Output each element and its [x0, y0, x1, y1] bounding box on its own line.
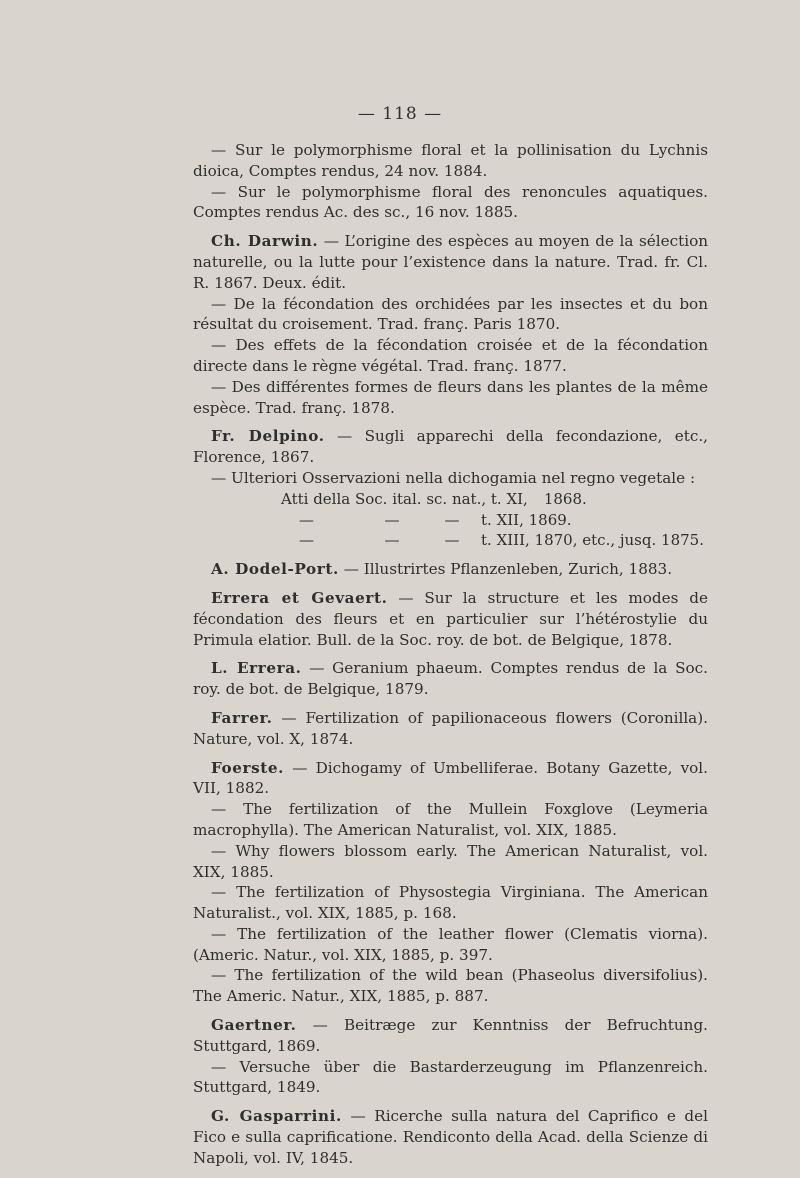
entry-text: — Sur le polymorphisme floral et la pollinisation du Lychnis dioica, Comptes rendus, 24 nov. 1884.: [193, 141, 708, 180]
entry-text: — L’origine des espèces au moyen de la sélection naturelle, ou la lutte pour l’existence dans la nature. Trad. fr. Cl. R. 1867. Deux. édit.: [193, 232, 708, 292]
bib-entry: [193, 799, 708, 841]
entry-text: — The fertilization of Physostegia Virginiana. The American Naturalist., vol. XIX, 1885, p. 168.: [193, 883, 708, 923]
entry-text: — Sugli apparechi della fecondazione, etc., Florence, 1867.: [193, 427, 708, 467]
table-cell: —: [384, 531, 400, 550]
entry-author: Gaertner.: [211, 1016, 297, 1035]
table-row: [281, 510, 708, 531]
entry-text: — Ricerche sulla natura del Caprifico e del Fico e sulla caprificatione. Rendiconto della Acad. della Scienze di Napoli, vol. IV, 1845.: [193, 1107, 708, 1167]
entry-author: Ch. Darwin.: [211, 232, 319, 251]
entry-author: Farrer.: [211, 708, 273, 727]
bib-entry: [193, 588, 708, 650]
entry-text: — Sur la structure et les modes de fécondation des fleurs et en particulier sur l’hétérostylie du Primula elatior. Bull. de la Soc. roy. de bot. de Belgique, 1878.: [193, 588, 709, 649]
entry-text: — Fertilization of papilionaceous flowers (Coronilla). Nature, vol. X, 1874.: [193, 708, 708, 748]
entry-author: L. Errera.: [211, 659, 302, 678]
table-cell: 1868.: [543, 489, 587, 508]
entry-text: — Dichogamy of Umbelliferae. Botany Gazette, vol. VII, 1882.: [193, 758, 708, 798]
table-cell: t. XIII, 1870, etc., jusq. 1875.: [481, 531, 704, 550]
entry-author: G. Gasparrini.: [211, 1107, 342, 1126]
bib-entry: [193, 140, 708, 182]
bib-entry: [193, 1057, 708, 1099]
bib-entry: [193, 377, 708, 419]
entry-text: — Versuche über die Bastarderzeugung im Pflanzenreich. Stuttgard, 1849.: [193, 1057, 708, 1097]
entry-text: — Sur le polymorphisme floral des renoncules aquatiques. Comptes rendus Ac. des sc., 16 nov. 1885.: [193, 182, 708, 222]
table-cell: —: [444, 531, 460, 550]
entry-text: — Beitræge zur Kenntniss der Befruchtung. Stuttgard, 1869.: [193, 1016, 708, 1055]
entry-text: — Ulteriori Osservazioni nella dichogamia nel regno vegetale :: [211, 468, 696, 487]
table-cell: —: [384, 510, 400, 529]
bib-entry: [193, 708, 708, 750]
bib-entry: [193, 182, 708, 224]
entry-text: — De la fécondation des orchidées par les insectes et du bon résultat du croisement. Trad. franç. Paris 1870.: [193, 294, 708, 334]
table-cell: —: [299, 531, 314, 550]
entry-author: A. Dodel-Port.: [211, 560, 339, 579]
table-row: [281, 489, 708, 510]
entry-text: — Why flowers blossom early. The American Naturalist, vol. XIX, 1885.: [193, 841, 708, 881]
bib-entry: [193, 294, 708, 336]
bib-entry: [193, 468, 708, 489]
page-number: — 118 —: [357, 104, 443, 124]
bib-entry: [193, 758, 708, 800]
table-cell: t. XII, 1869.: [481, 510, 572, 529]
bibliography-list: [193, 140, 708, 1169]
entry-author: Errera et Gevaert.: [211, 588, 388, 607]
entry-author: Foerste.: [211, 758, 285, 777]
entry-text: — The fertilization of the leather flower (Clematis viorna). (Americ. Natur., vol. XIX, 1885, p. 397.: [193, 924, 708, 964]
bib-entry: [193, 559, 708, 580]
table-cell: —: [444, 510, 460, 529]
bib-entry: [193, 335, 708, 377]
table-cell: —: [299, 510, 314, 529]
bib-entry: [193, 231, 708, 293]
bib-entry: [193, 924, 708, 966]
entry-text: — Des effets de la fécondation croisée et de la fécondation directe dans le règne végétal. Trad. franç. 1877.: [193, 336, 708, 375]
entry-author: Fr. Delpino.: [211, 427, 325, 446]
table-row: [281, 530, 708, 551]
entry-text: — The fertilization of the wild bean (Phaseolus diversifolius). The Americ. Natur., XIX, 1885, p. 887.: [193, 966, 708, 1006]
bib-entry: [193, 841, 708, 883]
bib-entry: [193, 1015, 708, 1057]
delpino-volume-table: [281, 489, 708, 551]
entry-text: — Illustrirtes Pflanzenleben, Zurich, 1883.: [338, 560, 673, 579]
bib-entry: [193, 1106, 708, 1168]
bib-entry: [193, 965, 708, 1007]
bib-entry: [193, 426, 708, 468]
entry-text: — Geranium phaeum. Comptes rendus de la Soc. roy. de bot. de Belgique, 1879.: [193, 659, 708, 699]
bib-entry: [193, 882, 708, 924]
table-cell: Atti della Soc. ital. sc. nat., t. XI,: [281, 489, 528, 508]
entry-text: — The fertilization of the Mullein Foxglove (Leymeria macrophylla). The American Naturalist, vol. XIX, 1885.: [193, 800, 708, 839]
entry-text: — Des différentes formes de fleurs dans les plantes de la même espèce. Trad. franç. 1878.: [193, 377, 708, 417]
bib-entry: [193, 658, 708, 700]
